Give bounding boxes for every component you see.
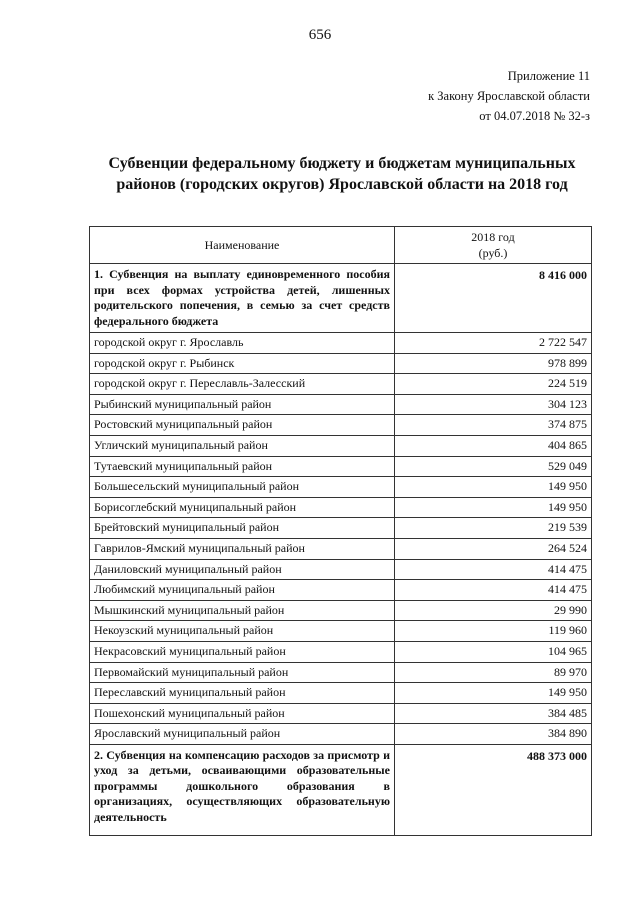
table-row <box>90 456 592 477</box>
table-row <box>90 353 592 374</box>
row-amount: 304 123 <box>395 394 592 415</box>
document-title: Субвенции федеральному бюджету и бюджетам муниципальных районов (городских округов) Ярославской области на 2018 год <box>108 155 576 193</box>
row-amount: 149 950 <box>395 497 592 518</box>
table-header-row <box>90 227 592 264</box>
table-row <box>90 683 592 704</box>
header-unit-label: (руб.) <box>478 246 508 260</box>
row-amount: 89 970 <box>395 662 592 683</box>
row-amount: 414 475 <box>395 580 592 601</box>
header-year <box>395 227 592 264</box>
row-name: Некоузский муниципальный район <box>90 621 395 642</box>
row-name: Брейтовский муниципальный район <box>90 518 395 539</box>
row-name: Гаврилов-Ямский муниципальный район <box>90 538 395 559</box>
header-year-label: 2018 год <box>471 230 515 244</box>
row-name: Угличский муниципальный район <box>90 435 395 456</box>
section-row <box>90 744 592 835</box>
table-row <box>90 724 592 745</box>
row-name: Борисоглебский муниципальный район <box>90 497 395 518</box>
row-amount: 264 524 <box>395 538 592 559</box>
table-row <box>90 394 592 415</box>
row-amount: 384 485 <box>395 703 592 724</box>
row-name: Тутаевский муниципальный район <box>90 456 395 477</box>
section-amount: 488 373 000 <box>395 744 592 835</box>
row-amount: 2 722 547 <box>395 333 592 354</box>
table-row <box>90 477 592 498</box>
section-name: 2. Субвенция на компенсацию расходов за присмотр и уход за детьми, осваивающими образовательные программы дошкольного образования в организациях, осуществляющих образовательную деятельность <box>90 744 395 835</box>
table-row <box>90 662 592 683</box>
row-amount: 404 865 <box>395 435 592 456</box>
row-name: городской округ г. Рыбинск <box>90 353 395 374</box>
row-amount: 414 475 <box>395 559 592 580</box>
table-row <box>90 435 592 456</box>
row-amount: 29 990 <box>395 600 592 621</box>
row-amount: 149 950 <box>395 683 592 704</box>
row-name: Переславский муниципальный район <box>90 683 395 704</box>
row-amount: 384 890 <box>395 724 592 745</box>
row-name: Даниловский муниципальный район <box>90 559 395 580</box>
table-row <box>90 497 592 518</box>
appendix-reference <box>428 66 590 126</box>
row-name: Рыбинский муниципальный район <box>90 394 395 415</box>
row-amount: 529 049 <box>395 456 592 477</box>
table-row <box>90 538 592 559</box>
appendix-line-2: к Закону Ярославской области <box>428 89 590 103</box>
row-amount: 224 519 <box>395 374 592 395</box>
row-name: Мышкинский муниципальный район <box>90 600 395 621</box>
appendix-line-3: от 04.07.2018 № 32-з <box>479 109 590 123</box>
subsidies-table <box>89 226 592 836</box>
row-name: Пошехонский муниципальный район <box>90 703 395 724</box>
header-name: Наименование <box>90 227 395 264</box>
row-amount: 219 539 <box>395 518 592 539</box>
row-name: городской округ г. Переславль-Залесский <box>90 374 395 395</box>
table-row <box>90 580 592 601</box>
row-name: Любимский муниципальный район <box>90 580 395 601</box>
row-name: Некрасовский муниципальный район <box>90 641 395 662</box>
table-row <box>90 559 592 580</box>
table-row <box>90 333 592 354</box>
table-row <box>90 641 592 662</box>
row-amount: 374 875 <box>395 415 592 436</box>
appendix-line-1: Приложение 11 <box>507 69 590 83</box>
section-amount: 8 416 000 <box>395 264 592 333</box>
row-amount: 119 960 <box>395 621 592 642</box>
table-row <box>90 600 592 621</box>
page-number: 656 <box>308 27 332 43</box>
table-row <box>90 621 592 642</box>
row-name: Большесельский муниципальный район <box>90 477 395 498</box>
section-row <box>90 264 592 333</box>
row-name: Ярославский муниципальный район <box>90 724 395 745</box>
table-row <box>90 374 592 395</box>
table-row <box>90 518 592 539</box>
table-row <box>90 703 592 724</box>
section-name: 1. Субвенция на выплату единовременного пособия при всех формах устройства детей, лишенных родительского попечения, в семью за счет средств федерального бюджета <box>90 264 395 333</box>
row-name: городской округ г. Ярославль <box>90 333 395 354</box>
row-amount: 978 899 <box>395 353 592 374</box>
row-amount: 104 965 <box>395 641 592 662</box>
table-row <box>90 415 592 436</box>
row-amount: 149 950 <box>395 477 592 498</box>
row-name: Ростовский муниципальный район <box>90 415 395 436</box>
row-name: Первомайский муниципальный район <box>90 662 395 683</box>
